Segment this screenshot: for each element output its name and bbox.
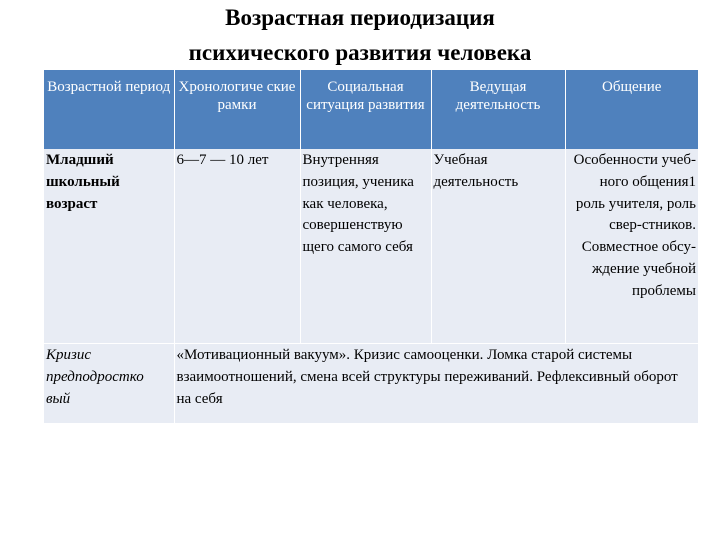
slide-title-line1: Возрастная периодизация [225, 5, 495, 30]
slide-title [0, 0, 720, 70]
header-social-situation: Социальная ситуация развития [300, 70, 431, 149]
cell-crisis-period: Кризис предподростко вый [44, 344, 174, 424]
table-row [44, 149, 698, 344]
table-row [44, 344, 698, 424]
cell-communication: Особенности учеб-ного общения1 роль учителя, роль свер-стников. Совместное обсу-ждение учебной проблемы [565, 149, 698, 344]
periodization-table [44, 70, 698, 423]
table-header-row [44, 70, 698, 149]
slide-title-line2: психического развития человека [188, 40, 532, 65]
cell-crisis-description: «Мотивационный вакуум». Кризис самооценки. Ломка старой системы взаимоотношений, смена всей структуры переживаний. Рефлексивный оборот на себя [174, 344, 698, 424]
header-communication: Общение [565, 70, 698, 149]
cell-activity: Учебная деятельность [431, 149, 565, 344]
header-chronology: Хронологиче ские рамки [174, 70, 300, 149]
cell-social: Внутренняя позиция, ученика как человека, совершенствую щего самого себя [300, 149, 431, 344]
header-age-period: Возрастной период [44, 70, 174, 149]
header-leading-activity: Ведущая деятельность [431, 70, 565, 149]
cell-period: Младший школьный возраст [44, 149, 174, 344]
cell-range: 6—7 — 10 лет [174, 149, 300, 344]
